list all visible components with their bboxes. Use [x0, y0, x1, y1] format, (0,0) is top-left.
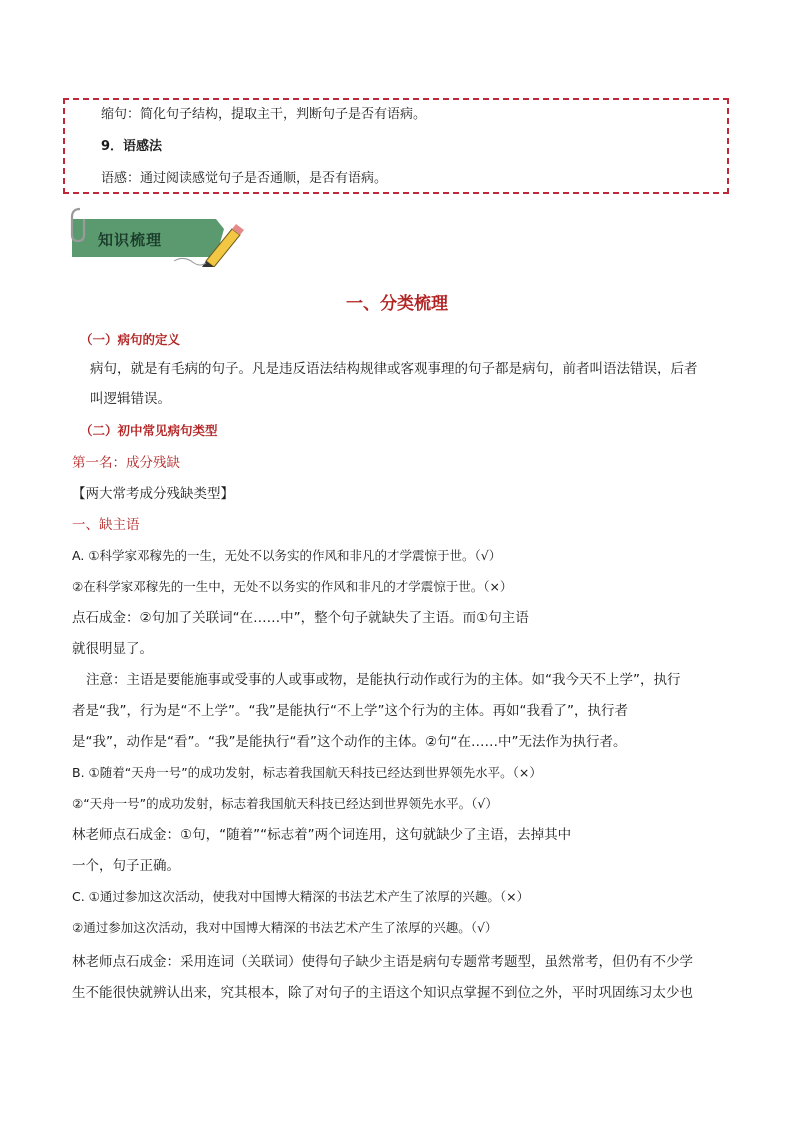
banner-label: 知识梳理 — [98, 231, 163, 249]
body-line: 点石成金：②句加了关联词“在……中”，整个句子就缺失了主语。而①句主语 — [72, 610, 529, 626]
body-line: 第一名：成分残缺 — [72, 455, 180, 471]
body-line: ②通过参加这次活动，我对中国博大精深的书法艺术产生了浓厚的兴趣。（√） — [72, 920, 498, 935]
body-line: 生不能很快就辨认出来，究其根本，除了对句子的主语这个知识点掌握不到位之外，平时巩固练习太少也 — [72, 985, 693, 1001]
body-line: （一）病句的定义 — [80, 332, 181, 347]
body-line: A. ①科学家邓稼先的一生，无处不以务实的作风和非凡的才学震惊于世。（√） — [72, 548, 502, 563]
body-line: C. ①通过参加这次活动，使我对中国博大精深的书法艺术产生了浓厚的兴趣。（×） — [72, 889, 530, 904]
scribble-icon — [174, 258, 206, 265]
body-line: 注意：主语是要能施事或受事的人或事或物，是能执行动作或行为的主体。如“我今天不上学”，执行 — [86, 672, 681, 688]
language-sense-method: 语感：通过阅读感觉句子是否通顺，是否有语病。 — [101, 171, 388, 186]
language-sense-heading: 9．语感法 — [101, 139, 163, 154]
shrink-sentence-method: 缩句：简化句子结构，提取主干，判断句子是否有语病。 — [101, 107, 427, 122]
body-line: B. ①随着“天舟一号”的成功发射，标志着我国航天科技已经达到世界领先水平。（×） — [72, 765, 542, 780]
body-line: 病句，就是有毛病的句子。凡是违反语法结构规律或客观事理的句子都是病句，前者叫语法错误，后者 — [90, 361, 698, 377]
body-line: 者是“我”，行为是“不上学”。“我”是能执行“不上学”这个行为的主体。再如“我看了”，执行者 — [72, 703, 628, 719]
body-line: 就很明显了。 — [72, 641, 153, 657]
body-line: 【两大常考成分残缺类型】 — [72, 486, 234, 502]
body-line: 一个，句子正确。 — [72, 858, 180, 874]
body-line: 一、缺主语 — [72, 517, 140, 533]
section-title: 一、分类梳理 — [346, 294, 448, 314]
body-line: 是“我”，动作是“看”。“我”是能执行“看”这个动作的主体。②句“在……中”无法作为执行者。 — [72, 734, 627, 750]
body-line: 林老师点石成金：①句，“随着”“标志着”两个词连用，这句就缺少了主语，去掉其中 — [72, 827, 572, 843]
body-line: 林老师点石成金：采用连词（关联词）使得句子缺少主语是病句专题常考题型，虽然常考，但仍有不少学 — [72, 954, 693, 970]
body-line: 叫逻辑错误。 — [90, 391, 171, 407]
body-line: （二）初中常见病句类型 — [80, 423, 218, 438]
body-line: ②在科学家邓稼先的一生中，无处不以务实的作风和非凡的才学震惊于世。（×） — [72, 579, 513, 594]
body-line: ②“天舟一号”的成功发射，标志着我国航天科技已经达到世界领先水平。（√） — [72, 796, 498, 811]
